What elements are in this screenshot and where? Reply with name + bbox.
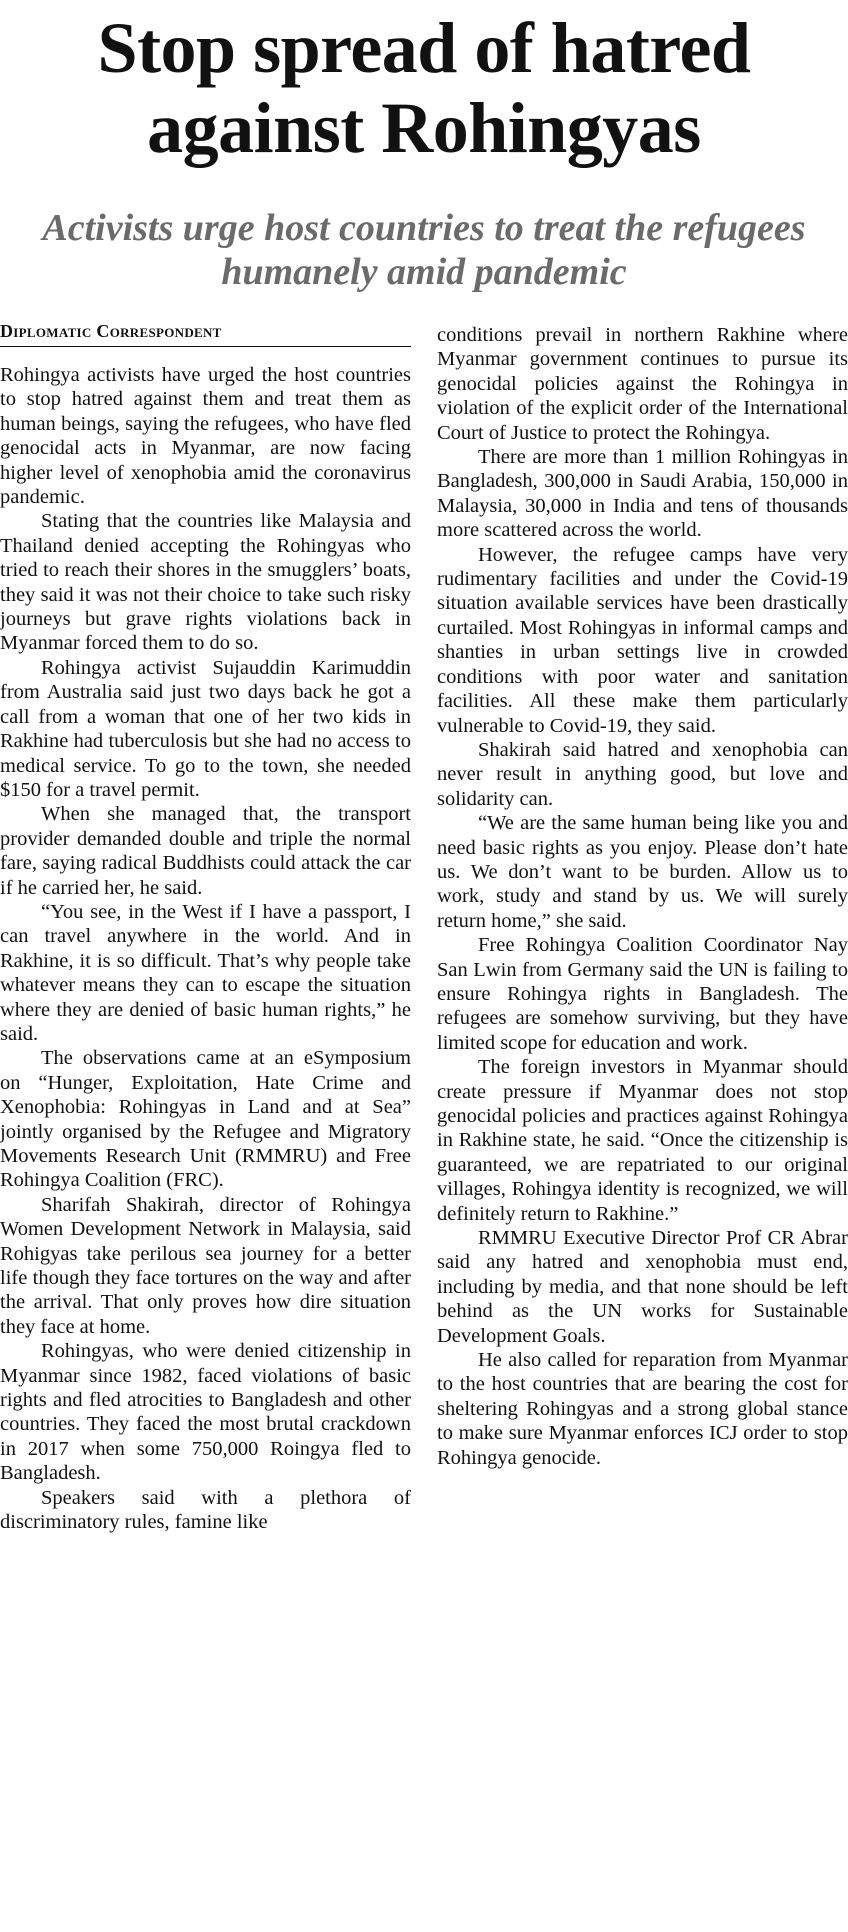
paragraph: RMMRU Executive Director Prof CR Abrar said any hatred and xenophobia must end, including by media, and that none should be left behind as the UN works for Sustainable Development Goals.: [437, 1227, 848, 1347]
paragraph: Speakers said with a plethora of discriminatory rules, famine like: [0, 1486, 411, 1534]
paragraph: Free Rohingya Coalition Coordinator Nay San Lwin from Germany said the UN is failing to ensure Rohingya rights in Bangladesh. The refugees are somehow surviving, but they have limited scope for education and work.: [437, 934, 848, 1054]
paragraph: Shakirah said hatred and xenophobia can never result in anything good, but love and solidarity can.: [437, 738, 848, 810]
paragraph: Sharifah Shakirah, director of Rohingya Women Development Network in Malaysia, said Rohigyas take perilous sea journey for a better life though they face tortures on the way and after the arrival. That only proves how dire situation they face at home.: [0, 1193, 411, 1338]
paragraph: Rohingya activist Sujauddin Karimuddin from Australia said just two days back he got a call from a woman that one of her two kids in Rakhine had tuberculosis but she had no access to medical service. To go to the town, she needed $150 for a travel permit.: [0, 656, 411, 801]
paragraph: The foreign investors in Myanmar should create pressure if Myanmar does not stop genocidal policies and practices against Rohingya in Rakhine state, he said. “Once the citizenship is guaranteed, we are repatriated to our original villages, Rohingya identity is recognized, we will definitely return to Rakhine.”: [437, 1056, 848, 1225]
paragraph: He also called for reparation from Myanmar to the host countries that are bearing the cost for sheltering Rohingyas and a strong global stance to make sure Myanmar enforces ICJ order to stop Rohingya genocide.: [437, 1349, 848, 1469]
paragraph: Stating that the countries like Malaysia and Thailand denied accepting the Rohingyas who tried to reach their shores in the smugglers’ boats, they said it was not their choice to take such risky journeys but grave rights violations back in Myanmar forced them to do so.: [0, 510, 411, 655]
paragraph: Rohingyas, who were denied citizenship in Myanmar since 1982, faced violations of basic rights and fled atrocities to Bangladesh and other countries. They faced the most brutal crackdown in 2017 when some 750,000 Roingya fled to Bangladesh.: [0, 1340, 411, 1485]
paragraph: When she managed that, the transport provider demanded double and triple the normal fare, saying radical Buddhists could attack the car if he carried her, he said.: [0, 803, 411, 899]
paragraph: “You see, in the West if I have a passport, I can travel anywhere in the world. And in Rakhine, it is so difficult. That’s why people take whatever means they can to escape the situation where they are denied of basic human rights,” he said.: [0, 900, 411, 1045]
paragraph-continued: conditions prevail in northern Rakhine where Myanmar government continues to pursue its genocidal policies against the Rohingya in violation of the explicit order of the International Court of Justice to protect the Rohingya.: [437, 324, 848, 444]
paragraph: The observations came at an eSymposium on “Hunger, Exploitation, Hate Crime and Xenophobia: Rohingyas in Land and at Sea” jointly organised by the Refugee and Migratory Movements Research Unit (RMMRU) and Free Rohingya Coalition (FRC).: [0, 1047, 411, 1192]
paragraph: “We are the same human being like you and need basic rights as you enjoy. Please don’t hate us. We don’t want to be burden. Allow us to work, study and stand by us. We will surely return home,” she said.: [437, 812, 848, 932]
byline: Diplomatic Correspondent: [0, 319, 411, 347]
paragraph: There are more than 1 million Rohingyas in Bangladesh, 300,000 in Saudi Arabia, 150,000 in Malaysia, 30,000 in India and tens of thousands more scattered across the world.: [437, 446, 848, 542]
paragraph: However, the refugee camps have very rudimentary facilities and under the Covid-19 situation available services have been drastically curtailed. Most Rohingyas in informal camps and shanties in urban settings live in crowded conditions with poor water and sanitation facilities. All these make them particularly vulnerable to Covid-19, they said.: [437, 543, 848, 737]
headline: Stop spread of hatred against Rohingyas: [97, 8, 751, 168]
subheadline: Activists urge host countries to treat the refugees humanely amid pandemic: [42, 207, 806, 293]
paragraph: Rohingya activists have urged the host countries to stop hatred against them and treat them as human beings, saying the refugees, who have fled genocidal acts in Myanmar, are now facing higher level of xenophobia amid the coronavirus pandemic.: [0, 364, 411, 509]
article-column-left: [0, 319, 411, 1535]
article-column-right: [437, 323, 848, 1470]
